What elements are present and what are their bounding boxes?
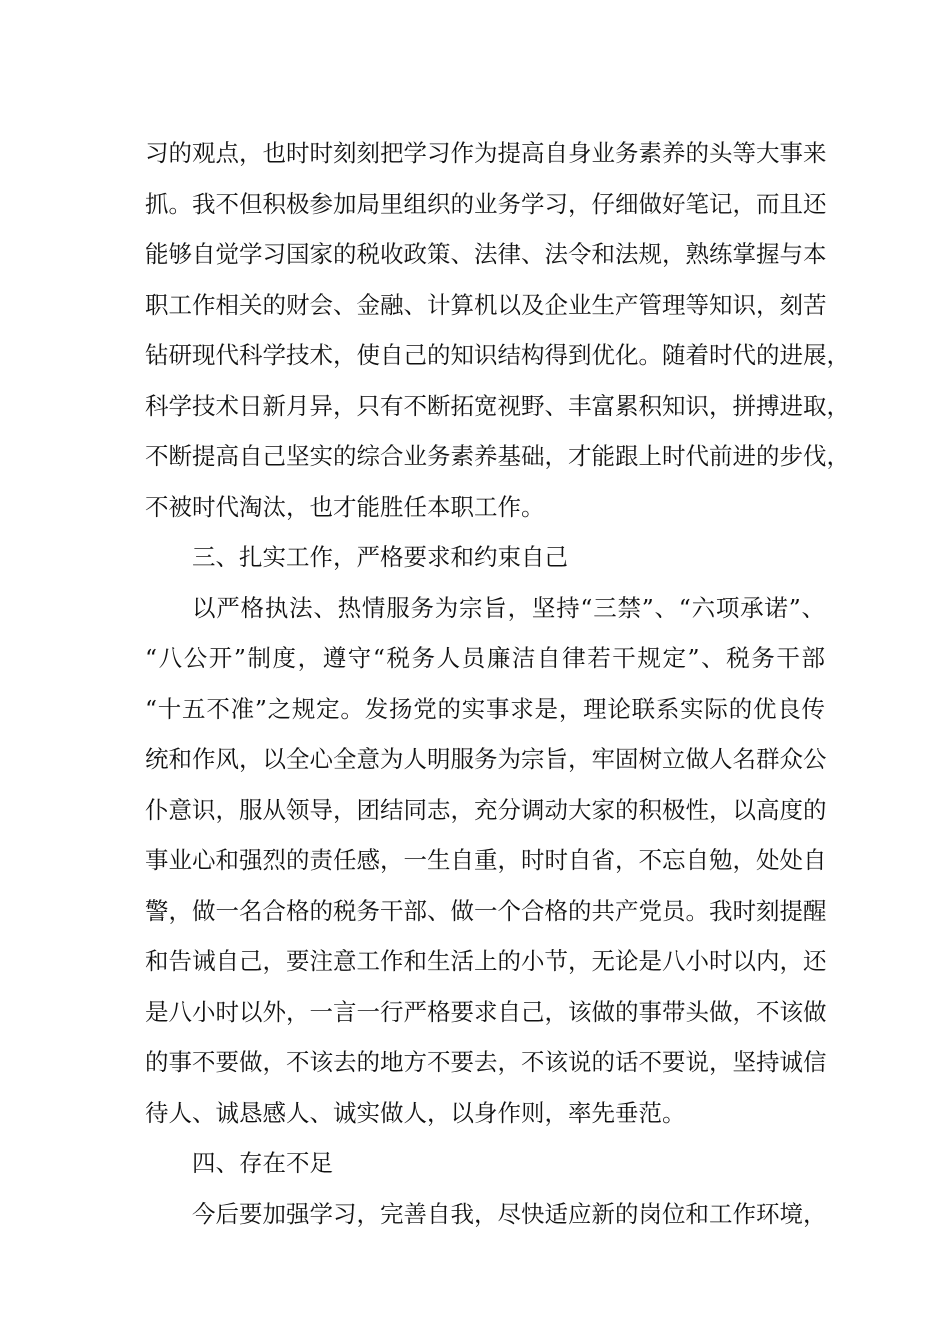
body-line: 和告诫自己，要注意工作和生活上的小节，无论是八小时以内，还 bbox=[145, 947, 827, 975]
body-line: 事业心和强烈的责任感，一生自重，时时自省，不忘自勉，处处自 bbox=[145, 846, 827, 874]
body-line: 是八小时以外，一言一行严格要求自己，该做的事带头做，不该做 bbox=[145, 997, 827, 1026]
body-line: “十五不准”之规定。发扬党的实事求是，理论联系实际的优良传 bbox=[145, 694, 825, 723]
body-line: 抓。我不但积极参加局里组织的业务学习，仔细做好笔记，而且还 bbox=[145, 189, 827, 218]
section-heading: 四、存在不足 bbox=[192, 1149, 333, 1177]
body-line: 以严格执法、热情服务为宗旨，坚持“三禁”、“六项承诺”、 bbox=[192, 593, 825, 622]
body-line: 今后要加强学习，完善自我，尽快适应新的岗位和工作环境， bbox=[192, 1199, 827, 1228]
body-line: 仆意识，服从领导，团结同志，充分调动大家的积极性，以高度的 bbox=[145, 795, 827, 824]
body-line: “八公开”制度，遵守“税务人员廉洁自律若干规定”、税务干部 bbox=[145, 644, 825, 672]
body-line: 能够自觉学习国家的税收政策、法律、法令和法规，熟练掌握与本 bbox=[145, 240, 827, 268]
body-line: 的事不要做，不该去的地方不要去，不该说的话不要说，坚持诚信 bbox=[145, 1048, 827, 1076]
body-line: 不断提高自己坚实的综合业务素养基础，才能跟上时代前进的步伐， bbox=[145, 442, 850, 470]
body-line: 钻研现代科学技术，使自己的知识结构得到优化。随着时代的进展， bbox=[145, 341, 850, 369]
section-heading: 三、扎实工作，严格要求和约束自己 bbox=[192, 543, 568, 571]
body-line: 习的观点，也时时刻刻把学习作为提高自身业务素养的头等大事来 bbox=[145, 139, 827, 167]
body-line: 统和作风，以全心全意为人明服务为宗旨，牢固树立做人名群众公 bbox=[145, 745, 827, 773]
body-line: 职工作相关的财会、金融、计算机以及企业生产管理等知识，刻苦 bbox=[145, 290, 827, 319]
document-body bbox=[145, 128, 850, 1239]
body-line: 科学技术日新月异，只有不断拓宽视野、丰富累积知识，拼搏进取， bbox=[145, 391, 850, 420]
body-line: 待人、诚恳感人、诚实做人，以身作则，率先垂范。 bbox=[145, 1098, 686, 1127]
body-line: 不被时代淘汰，也才能胜任本职工作。 bbox=[145, 492, 545, 521]
body-line: 警，做一名合格的税务干部、做一个合格的共产党员。我时刻提醒 bbox=[145, 896, 827, 925]
